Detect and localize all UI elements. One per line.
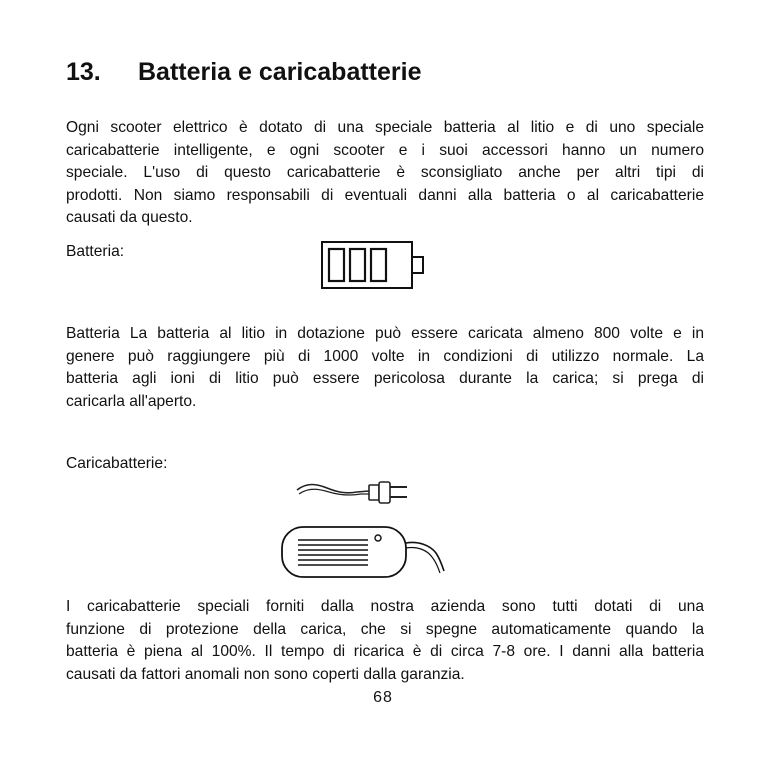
text-line: genere può raggiungere più di 1000 volte in condizioni di utilizzo normale. La (66, 347, 704, 365)
section-number: 13. (66, 58, 101, 86)
text-line: causati da fattori anomali non sono coperti dalla garanzia. (66, 665, 465, 683)
battery-paragraph (66, 323, 704, 413)
text-line: prodotti. Non siamo responsabili di eventuali danni alla batteria o al caricabatterie (66, 186, 704, 204)
text-line: speciale. L'uso di questo caricabatterie è sconsigliato anche per altri tipi di (66, 164, 704, 181)
charger-label: Caricabatterie: (66, 455, 168, 472)
text-line: causati da questo. (66, 209, 193, 226)
text-line: batteria agli ioni di litio può essere pericolosa durante la carica; si prega di (66, 370, 704, 387)
charger-paragraph (66, 596, 704, 686)
page-number: 68 (373, 689, 393, 706)
text-line: caricabatterie intelligente, e ogni scooter e i suoi accessori hanno un numero (66, 141, 704, 159)
battery-label: Batteria: (66, 243, 125, 260)
text-line: caricarla all'aperto. (66, 392, 197, 410)
intro-paragraph (66, 117, 704, 230)
section-title: Batteria e caricabatterie (138, 58, 422, 86)
text-line: batteria è piena al 100%. Il tempo di ricarica è di circa 7-8 ore. I danni alla batteria (66, 643, 704, 660)
text-line: funzione di protezione della carica, che si spegne automaticamente quando la (66, 620, 704, 638)
text-line: Ogni scooter elettrico è dotato di una speciale batteria al litio e di uno speciale (66, 119, 704, 136)
text-line: I caricabatterie speciali forniti dalla nostra azienda sono tutti dotati di una (66, 598, 704, 615)
text-line: Batteria La batteria al litio in dotazione può essere caricata almeno 800 volte e in (66, 325, 704, 342)
plug-icon (295, 476, 415, 506)
charger-adapter-icon (278, 521, 450, 583)
section-heading (66, 58, 421, 87)
battery-icon (320, 240, 430, 290)
